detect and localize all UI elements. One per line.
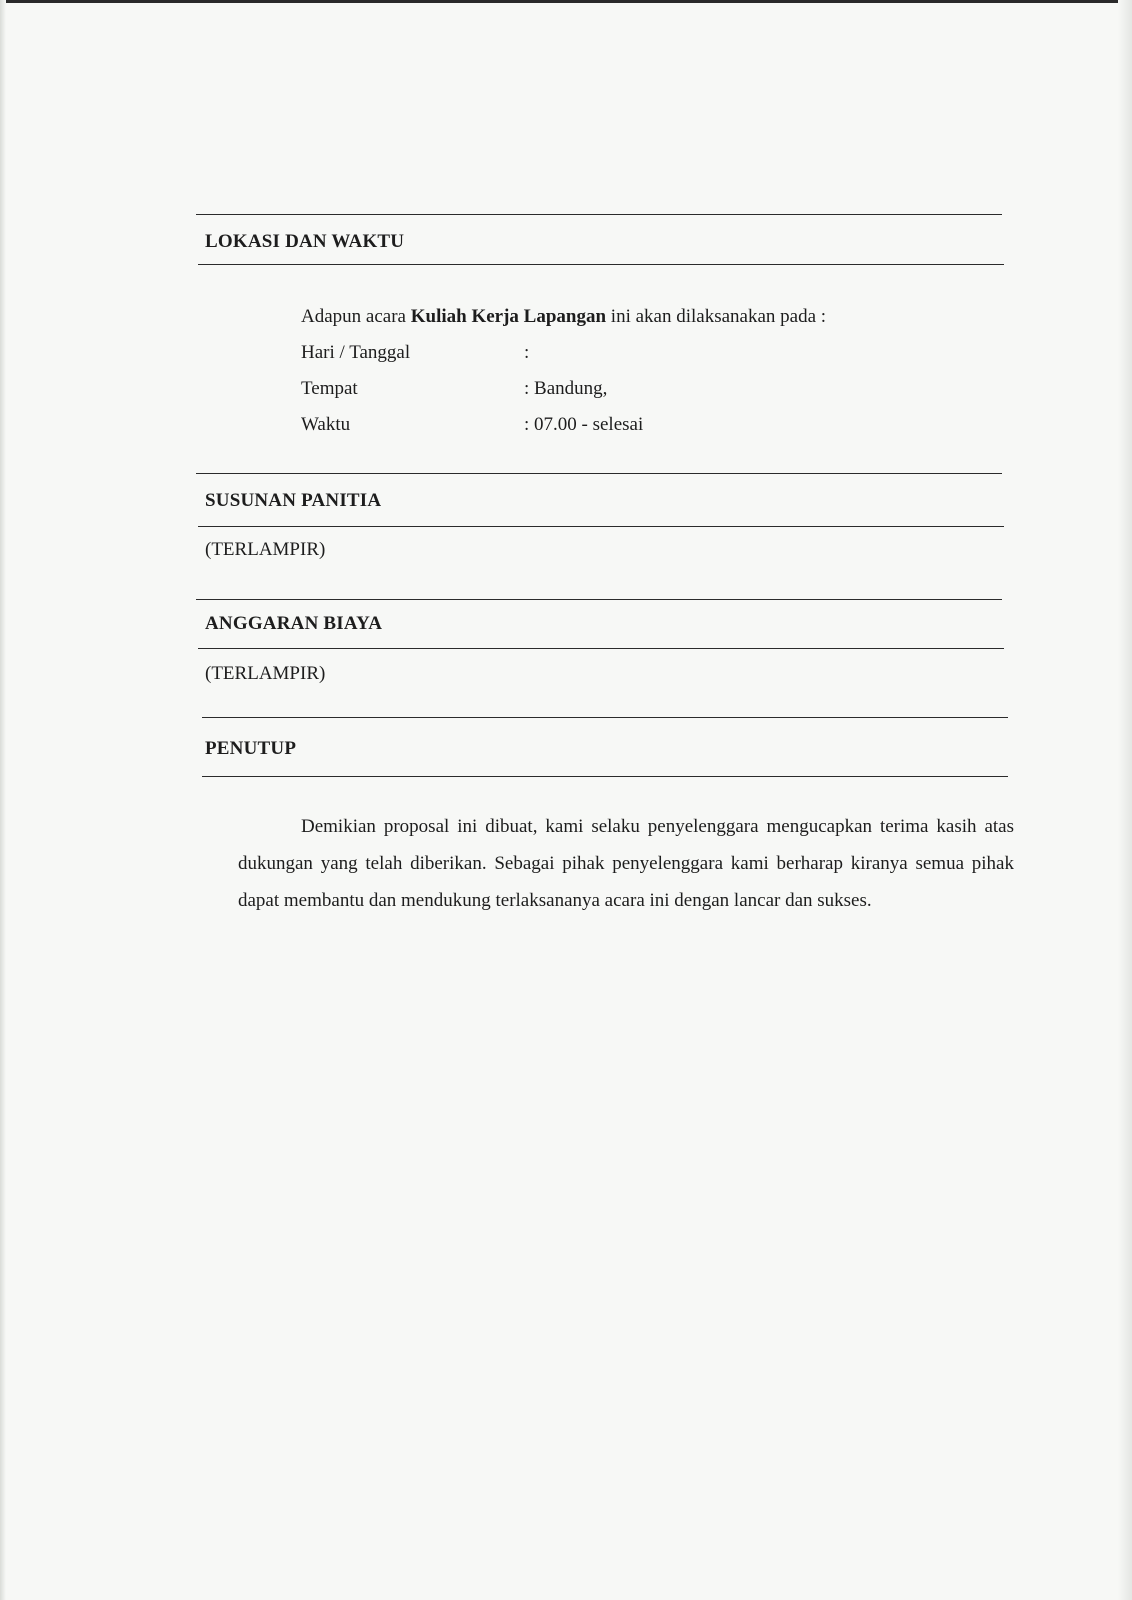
- scan-edge-right: [1118, 0, 1132, 1600]
- heading-lokasi-dan-waktu: LOKASI DAN WAKTU: [205, 231, 405, 252]
- info-label: Waktu: [301, 414, 351, 435]
- penutup-body: Demikian proposal ini dibuat, kami selaku penyelenggara mengucapkan terima kasih atas dukungan yang telah diberikan. Sebagai pihak penyelenggara kami berharap kiranya semua pihak dapat membantu dan mendukung terlaksananya acara ini dengan lancar dan sukses.: [238, 816, 1014, 911]
- rule-panitia-bottom: [198, 526, 1004, 527]
- info-value: :: [524, 342, 530, 363]
- info-value: : 07.00 - selesai: [524, 414, 644, 435]
- anggaran-body: (TERLAMPIR): [205, 663, 326, 684]
- info-value: : Bandung,: [524, 378, 608, 399]
- heading-penutup: PENUTUP: [205, 738, 297, 759]
- rule-panitia-top: [196, 473, 1002, 474]
- lokasi-intro-after: ini akan dilaksanakan pada :: [606, 306, 827, 327]
- scan-edge-top: [0, 0, 1132, 3]
- lokasi-intro: [301, 306, 826, 328]
- rule-lokasi-bottom: [198, 264, 1004, 265]
- info-label: Hari / Tanggal: [301, 342, 411, 363]
- heading-anggaran-biaya: ANGGARAN BIAYA: [205, 613, 383, 634]
- rule-anggaran-top: [196, 599, 1002, 600]
- rule-lokasi-top: [196, 214, 1002, 215]
- rule-anggaran-bottom: [198, 648, 1004, 649]
- lokasi-intro-before: Adapun acara: [301, 306, 411, 327]
- heading-susunan-panitia: SUSUNAN PANITIA: [205, 490, 382, 511]
- rule-penutup-bottom: [202, 776, 1008, 777]
- panitia-body: (TERLAMPIR): [205, 539, 326, 560]
- scan-edge-left: [0, 0, 6, 1600]
- rule-penutup-top: [202, 717, 1008, 718]
- event-name: Kuliah Kerja Lapangan: [410, 306, 607, 327]
- info-label: Tempat: [301, 378, 358, 399]
